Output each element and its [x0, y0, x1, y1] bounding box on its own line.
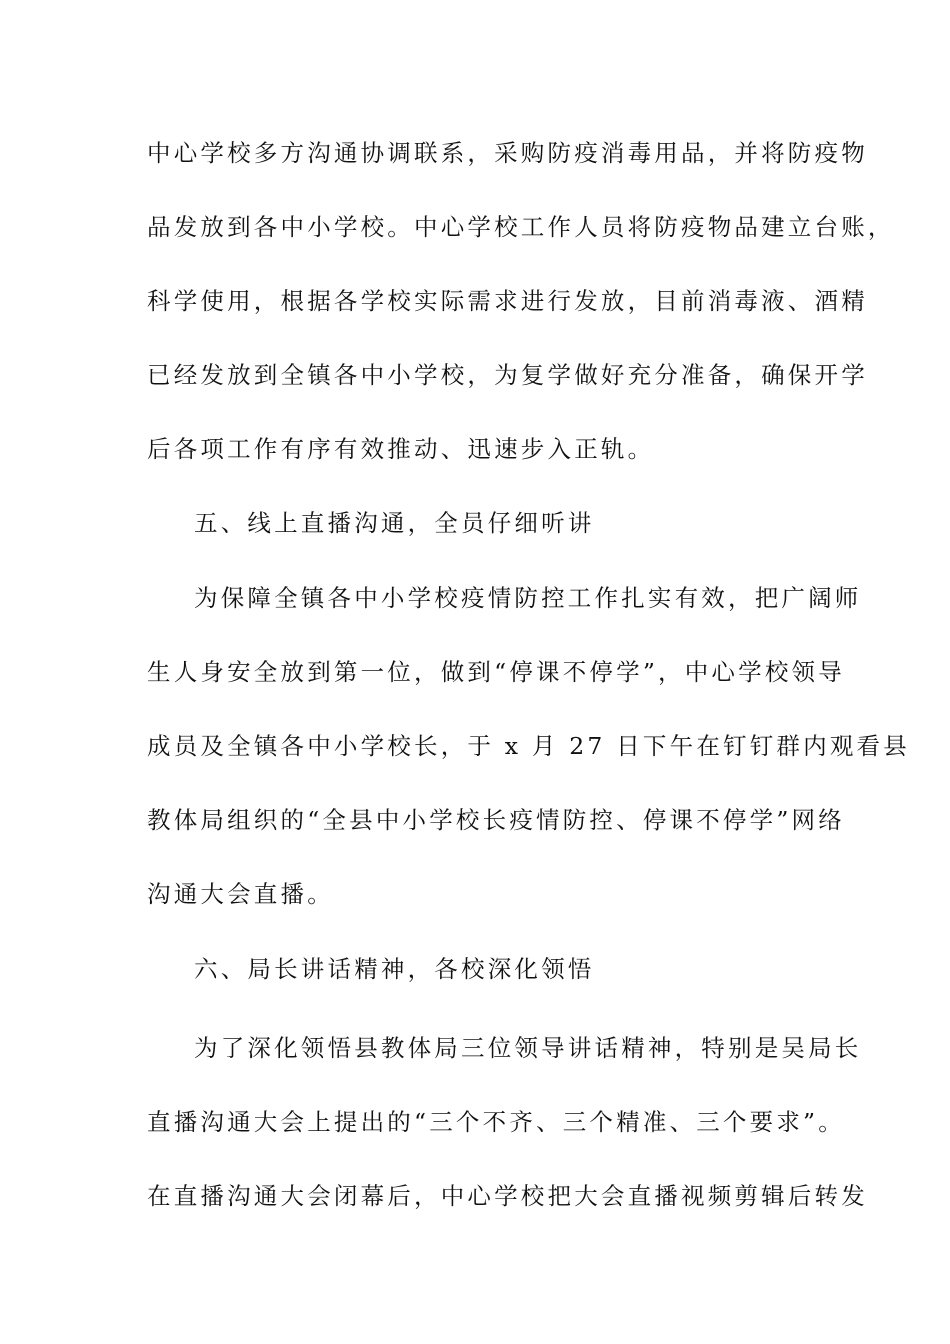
paragraph-line: 教体局组织的“全县中小学校长疫情防控、停课不停学”网络 [147, 806, 845, 834]
paragraph-line: 生人身安全放到第一位，做到“停课不停学”，中心学校领导 [147, 658, 845, 686]
section-heading-6: 六、局长讲话精神，各校深化领悟 [194, 955, 595, 983]
paragraph-first-line: 为保障全镇各中小学校疫情防控工作扎实有效，把广阔师 [194, 584, 862, 612]
paragraph-line: 已经发放到全镇各中小学校，为复学做好充分准备，确保开学 [147, 361, 868, 389]
paragraph-first-line: 为了深化领悟县教体局三位领导讲话精神，特别是吴局长 [194, 1034, 862, 1062]
paragraph-line: 直播沟通大会上提出的“三个不齐、三个精准、三个要求”。 [147, 1108, 845, 1136]
paragraph-line: 在直播沟通大会闭幕后，中心学校把大会直播视频剪辑后转发 [147, 1182, 868, 1210]
paragraph-line: 成员及全镇各中小学校长，于 x 月 27 日下午在钉钉群内观看县 [147, 732, 910, 760]
paragraph-line: 品发放到各中小学校。中心学校工作人员将防疫物品建立台账， [147, 213, 895, 241]
section-heading-5: 五、线上直播沟通，全员仔细听讲 [194, 509, 595, 537]
paragraph-line: 后各项工作有序有效推动、迅速步入正轨。 [147, 435, 655, 463]
paragraph-line: 中心学校多方沟通协调联系，采购防疫消毒用品，并将防疫物 [147, 139, 868, 167]
paragraph-line: 沟通大会直播。 [147, 880, 334, 908]
paragraph-line: 科学使用，根据各学校实际需求进行发放，目前消毒液、酒精 [147, 287, 868, 315]
